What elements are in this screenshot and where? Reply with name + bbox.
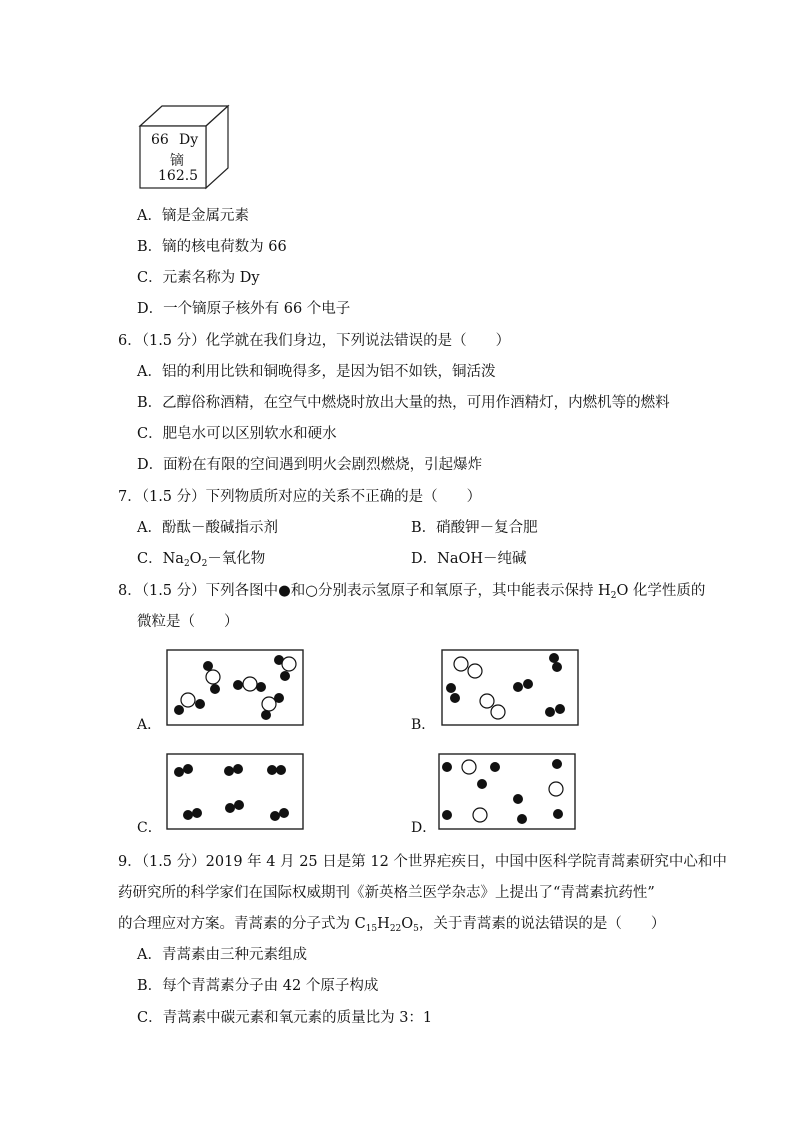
q6-option-c: C．肥皂水可以区别软水和硬水 [137,426,337,442]
q7-option-b: B．硝酸钾－复合肥 [411,520,538,536]
q6-option-a: A．铝的利用比铁和铜晚得多，是因为铝不如铁，铜活泼 [137,364,496,380]
q5-option-d: D．一个镝原子核外有 66 个电子 [137,301,351,317]
q7-option-a: A．酚酞－酸碱指示剂 [137,520,278,536]
q9-stem-line2: 药研究所的科学家们在国际权威期刊《新英格兰医学杂志》上提出了“青蒿素抗药性” [118,885,655,901]
q8-diagram-c [166,753,306,831]
q8-diagram-d [438,753,578,831]
q6-option-b: B．乙醇俗称酒精，在空气中燃烧时放出大量的热，可用作酒精灯，内燃机等的燃料 [137,395,670,411]
q8-label-d: D． [411,820,437,836]
q9-option-a: A．青蒿素由三种元素组成 [137,947,307,963]
q5-option-b: B．镝的核电荷数为 66 [137,239,287,255]
element-card-box [140,100,240,200]
element-name: 镝 [170,153,184,169]
q8-label-b: B． [411,717,436,733]
q7-option-d: D．NaOH－纯碱 [411,551,527,567]
q9-stem-line1: 9．（1.5 分）2019 年 4 月 25 日是第 12 个世界疟疾日，中国中医科学院青蒿素研究中心和中 [118,854,727,870]
q6-stem: 6．（1.5 分）化学就在我们身边，下列说法错误的是（ ） [118,333,511,349]
q8-label-c: C． [137,820,162,836]
q8-stem: 8．（1.5 分）下列各图中●和○分别表示氢原子和氧原子，其中能表示保持 $H_2O$ 化学性质的 [118,583,706,601]
element-mass: 162.5 [158,168,199,184]
q5-option-a: A．镝是金属元素 [137,208,249,224]
q7-option-c: C．$Na_2O_2-$氧化物 [137,551,266,569]
q9-option-c: C．青蒿素中碳元素和氧元素的质量比为 3：1 [137,1010,433,1026]
q8-diagram-b [441,649,581,727]
q9-option-b: B．每个青蒿素分子由 42 个原子构成 [137,978,379,994]
q8-label-a: A． [137,717,162,733]
element-symbol: Dy [179,132,199,148]
q5-option-c: C．元素名称为 Dy [137,270,260,286]
q6-option-d: D．面粉在有限的空间遇到明火会剧烈燃烧，引起爆炸 [137,457,483,473]
q8-diagram-a [166,649,306,727]
q9-stem-line3: 的合理应对方案。青蒿素的分子式为 $C_{15}H_{22}O_5$，关于青蒿素的说法错误的是（ ） [118,916,666,934]
q8-stem-line2: 微粒是（ ） [137,614,239,630]
element-number: 66 [151,132,169,148]
q7-stem: 7．（1.5 分）下列物质所对应的关系不正确的是（ ） [118,489,482,505]
